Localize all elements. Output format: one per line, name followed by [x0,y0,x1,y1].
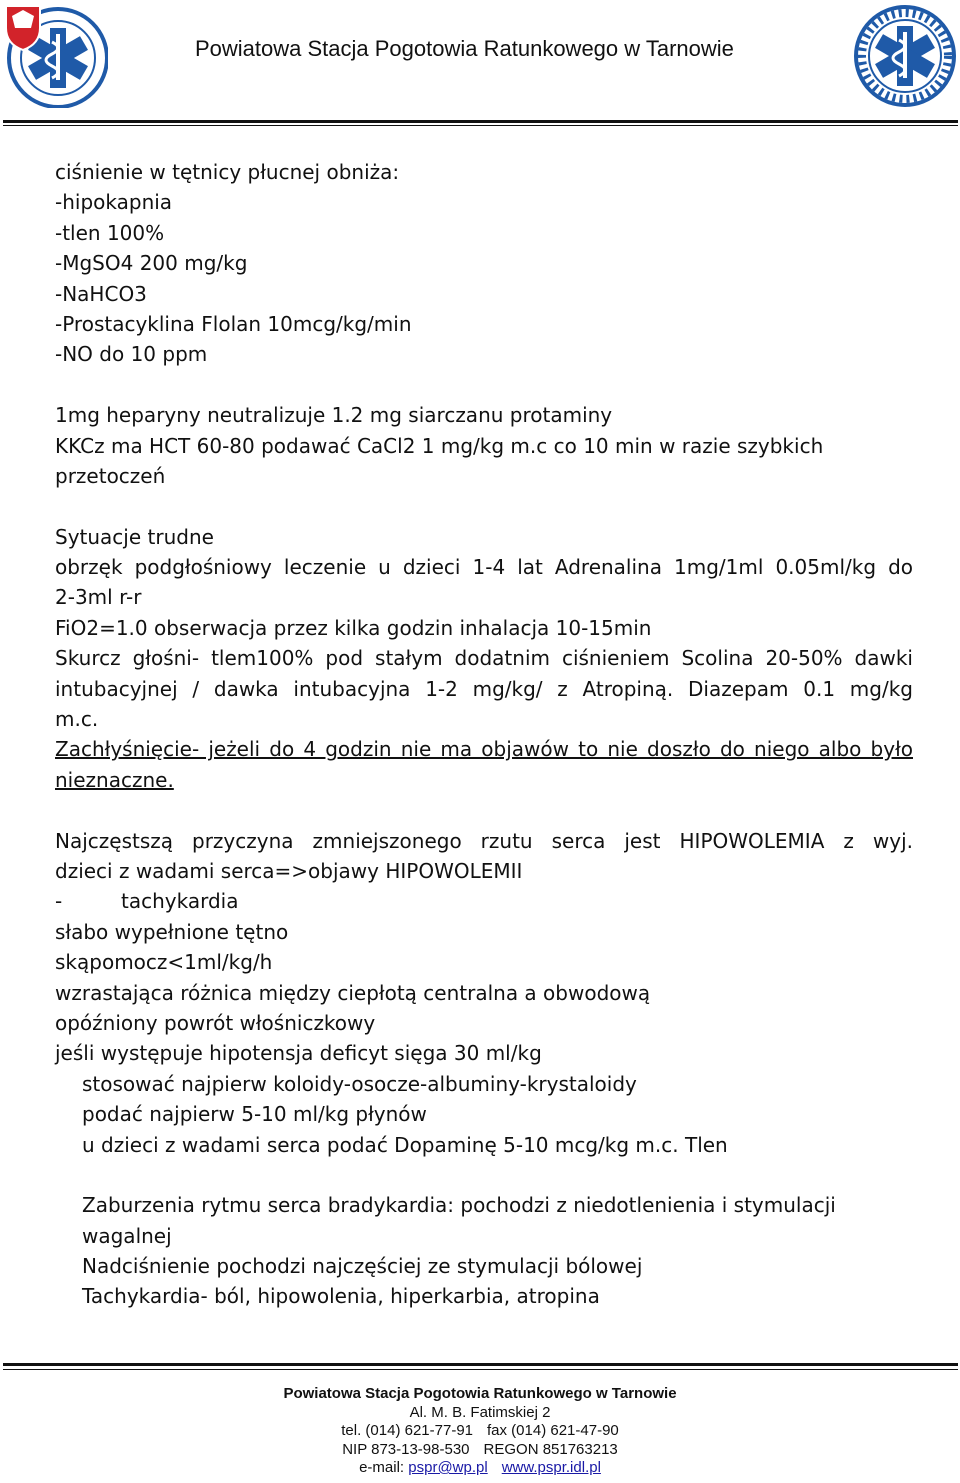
list-dash: - [55,889,63,914]
indented-line: stosować najpierw koloidy-osocze-albuminy-krystaloidy [82,1071,637,1096]
underlined-text-line: nieznaczne. [55,767,174,792]
footer-regon: REGON 851763213 [483,1440,618,1458]
text-line: 1mg heparyny neutralizuje 1.2 mg siarczanu protaminy [55,403,613,428]
blank-line [55,795,913,825]
text-line: -tlen 100% [55,220,165,245]
indented-line: wagalnej [82,1223,172,1248]
footer-rule-thick [3,1363,958,1366]
page-footer [0,1385,960,1478]
text-line: jeśli występuje hipotensja deficyt sięga 30 ml/kg [55,1041,542,1066]
page-header [0,0,960,130]
indented-line: Nadciśnienie pochodzi najczęściej ze stymulacji bólowej [82,1254,643,1279]
footer-email-link[interactable]: pspr@wp.pl [408,1459,488,1476]
text-line: skąpomocz<1ml/kg/h [55,950,273,975]
footer-address: Al. M. B. Fatimskiej 2 [409,1403,551,1421]
header-rule-thin [3,125,958,126]
text-line: intubacyjnej / dawka intubacyjna 1-2 mg/kg/ z Atropiną. Diazepam 0.1 mg/kg [55,676,913,701]
text-line: opóźniony powrót włośniczkowy [55,1010,376,1035]
footer-nip: NIP 873-13-98-530 [342,1440,470,1458]
section-heading: Sytuacje trudne [55,524,214,549]
header-rule-thick [3,120,958,123]
text-line: obrzęk podgłośniowy leczenie u dzieci 1-4 lat Adrenalina 1mg/1ml 0.05ml/kg do [55,555,913,580]
blank-line [55,370,913,400]
document-body [55,157,913,1312]
text-line: ciśnienie w tętnicy płucnej obniża: [55,160,400,184]
text-line: 2-3ml r-r [55,585,142,610]
text-line: słabo wypełnione tętno [55,919,289,944]
text-line: wzrastająca różnica między ciepłotą centralna a obwodową [55,980,651,1005]
text-line: FiO2=1.0 obserwacja przez kilka godzin inhalacja 10-15min [55,615,652,640]
indented-line: u dzieci z wadami serca podać Dopaminę 5-10 mcg/kg m.c. Tlen [82,1132,728,1157]
footer-rule-thin [3,1369,958,1370]
header-title: Powiatowa Stacja Pogotowia Ratunkowego w Tarnowie [195,36,734,61]
text-line: KKCz ma HCT 60-80 podawać CaCl2 1 mg/kg m.c co 10 min w razie szybkich [55,433,824,458]
text-line: -NaHCO3 [55,281,147,306]
text-line: przetoczeń [55,463,166,488]
text-line: -Prostacyklina Flolan 10mcg/kg/min [55,311,412,336]
list-item-text: tachykardia [121,889,239,914]
text-line: -NO do 10 ppm [55,342,208,367]
footer-ids-line [0,1441,960,1460]
footer-organization-name: Powiatowa Stacja Pogotowia Ratunkowego w Tarnowie [283,1385,677,1402]
footer-email-label: e-mail: [359,1459,405,1476]
footer-website-link[interactable]: www.pspr.idl.pl [501,1459,601,1476]
text-line: -hipokapnia [55,190,173,215]
tarnow-ambulance-logo-icon [4,4,108,108]
footer-tel: tel. (014) 621-77-91 [341,1422,473,1439]
footer-fax: fax (014) 621-47-90 [487,1422,619,1439]
list-item [55,886,913,916]
text-line: Skurcz głośni- tlem100% pod stałym dodatnim ciśnieniem Scolina 20-50% dawki [55,646,913,671]
indented-line: Zaburzenia rytmu serca bradykardia: pochodzi z niedotlenienia i stymulacji [82,1193,836,1218]
text-line: -MgSO4 200 mg/kg [55,251,248,276]
blank-line [55,491,913,521]
footer-phone-line [0,1422,960,1441]
text-line: m.c. [55,707,99,732]
footer-contact-line [0,1459,960,1478]
text-line: Najczęstszą przyczyna zmniejszonego rzutu serca jest HIPOWOLEMIA z wyj. [55,828,913,853]
indented-line: Tachykardia- ból, hipowolenia, hiperkarbia, atropina [82,1284,600,1309]
text-line: dzieci z wadami serca=>objawy HIPOWOLEMII [55,858,523,883]
blank-line [55,1160,913,1190]
indented-line: podać najpierw 5-10 ml/kg płynów [82,1102,427,1127]
underlined-text-line: Zachłyśnięcie- jeżeli do 4 godzin nie ma objawów to nie doszło do niego albo było [55,737,913,762]
rescue-school-logo-icon [853,4,957,108]
